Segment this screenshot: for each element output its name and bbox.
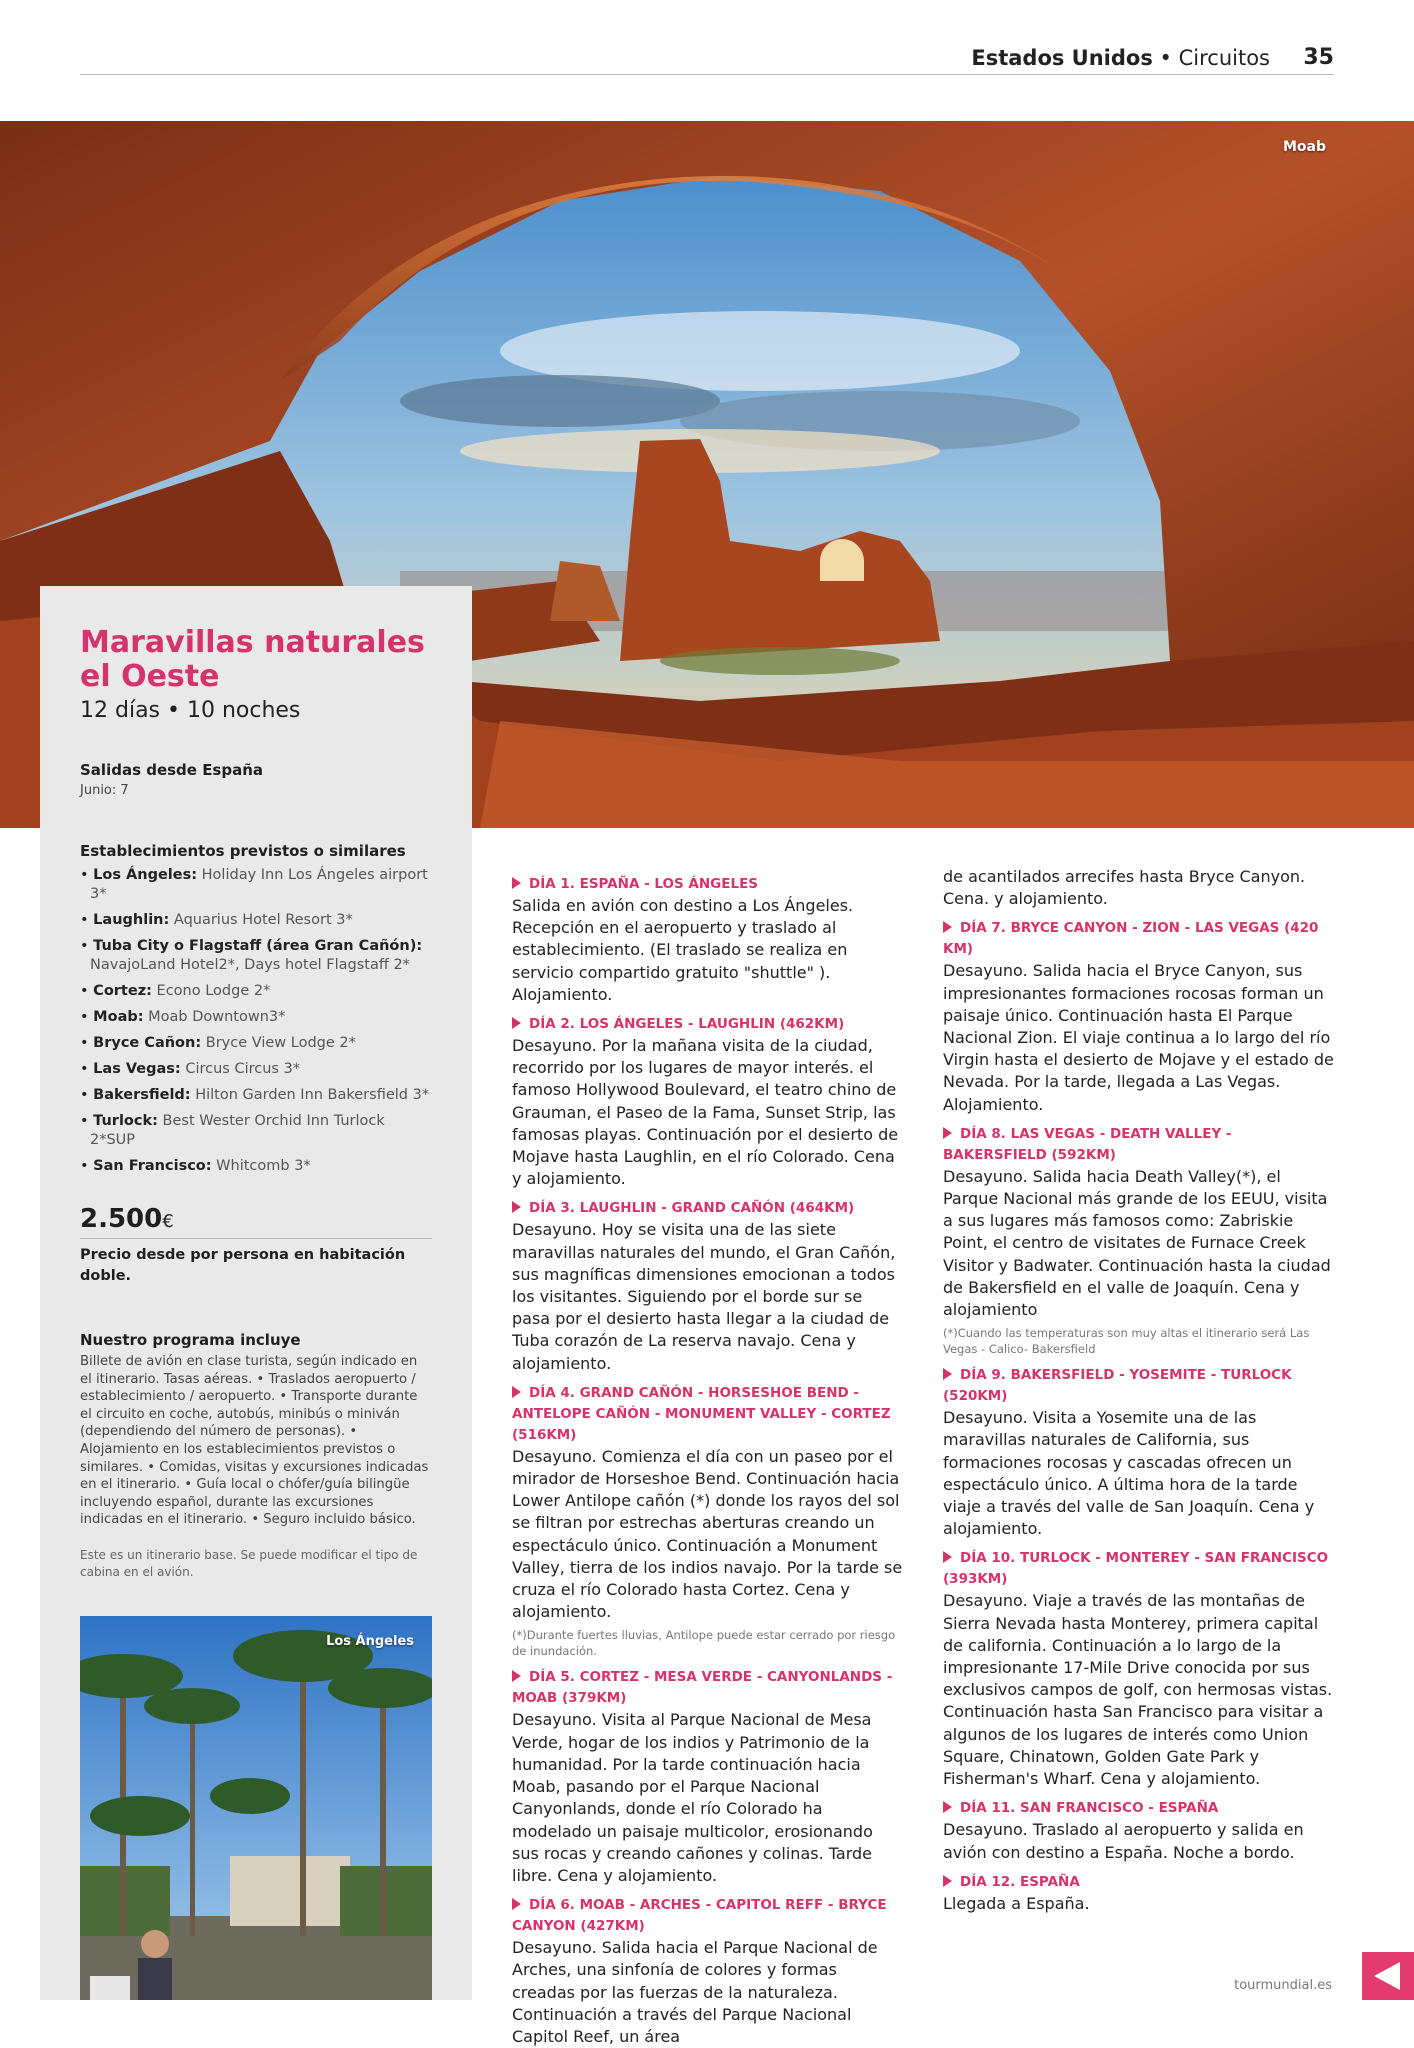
day-text: Llegada a España. <box>943 1893 1090 1913</box>
trip-title <box>80 626 432 694</box>
hotel-city: Los Ángeles: <box>93 867 198 883</box>
hotel-item <box>80 911 432 930</box>
hotel-name: Bryce View Lodge 2* <box>205 1035 356 1051</box>
day-text-continued: de acantilados arrecifes hasta Bryce Canyon. Cena. y alojamiento. <box>943 867 1306 909</box>
header-breadcrumb <box>971 46 1270 70</box>
price-note: Precio desde por persona en habitación doble. <box>80 1247 406 1284</box>
website-link[interactable]: tourmundial.es <box>1234 1978 1332 1993</box>
header-section: Circuitos <box>1178 46 1270 70</box>
day-block <box>943 918 1335 1115</box>
day-title: DÍA 6. MOAB - ARCHES - CAPITOL REFF - BRYCE CANYON (427KM) <box>512 1897 887 1935</box>
day-block <box>512 1383 904 1660</box>
hotel-city: Bakersfield: <box>93 1087 191 1103</box>
day-text: Desayuno. Visita a Yosemite una de las maravillas naturales de California, sus formaciones rocosas y cascadas ofrecen un espectáculo único. A última hora de la tarde viaje a través del valle de San Joaquín. Cena y alojamiento. <box>943 1408 1315 1539</box>
day-block <box>943 1548 1335 1790</box>
day-title: DÍA 4. GRAND CAÑÓN - HORSESHOE BEND - ANTELOPE CAÑÓN - MONUMENT VALLEY - CORTEZ (516KM) <box>512 1384 891 1443</box>
trip-duration: 12 días • 10 noches <box>80 698 301 723</box>
hotel-name: Best Wester Orchid Inn Turlock 2*SUP <box>90 1113 385 1148</box>
hotel-city: Turlock: <box>93 1113 158 1129</box>
departures-heading: Salidas desde España <box>80 761 264 779</box>
day-block <box>512 1667 904 1887</box>
hotel-city: Cortez: <box>93 983 152 999</box>
day-block <box>512 1014 904 1190</box>
arrow-left-icon <box>1374 1962 1400 1990</box>
day-title: DÍA 7. BRYCE CANYON - ZION - LAS VEGAS (420 KM) <box>943 920 1319 958</box>
play-triangle-icon <box>512 1017 521 1029</box>
play-triangle-icon <box>512 1201 521 1213</box>
hotel-item <box>80 982 432 1001</box>
day-text: Desayuno. Salida hacia Death Valley(*), el Parque Nacional más grande de los EEUU, visita a sus lugares más famosos como: Zabriskie Point, el centro de visitates de Furnace Creek Visitor y Badwater. Continuación hasta la ciudad de Bakersfield en el valle de Joaquín. Cena y alojamiento <box>943 1166 1331 1320</box>
day-block <box>943 1124 1335 1357</box>
hotel-item <box>80 866 432 904</box>
hotel-item <box>80 1112 432 1150</box>
hotels-list <box>80 866 432 1176</box>
hotel-item <box>80 1034 432 1053</box>
day-title: DÍA 9. BAKERSFIELD - YOSEMITE - TURLOCK (520KM) <box>943 1367 1292 1405</box>
play-triangle-icon <box>943 1368 952 1380</box>
day-heading <box>943 1548 1335 1590</box>
day-heading <box>512 1667 904 1709</box>
palm-street-image <box>80 1616 432 2000</box>
day-text: Desayuno. Salida hacia el Bryce Canyon, sus impresionantes formaciones rocosas forman un paisaje único. Continuación hasta El Parque Nacional Zion. El viaje continua a lo largo del río Virgin hasta el desierto de Mojave y el estado de Nevada. Por la tarde, llegada a Las Vegas. Alojamiento. <box>943 961 1334 1114</box>
hotel-name: Holiday Inn Los Ángeles airport 3* <box>90 867 428 902</box>
hotel-item <box>80 1086 432 1105</box>
hotel-name: Moab Downtown3* <box>148 1009 286 1025</box>
day-title: DÍA 5. CORTEZ - MESA VERDE - CANYONLANDS - MOAB (379KM) <box>512 1669 893 1707</box>
hotel-city: San Francisco: <box>93 1158 212 1174</box>
hotel-name: Econo Lodge 2* <box>156 983 271 999</box>
hotel-item <box>80 1008 432 1027</box>
day-title: DÍA 1. ESPAÑA - LOS ÁNGELES <box>529 876 759 892</box>
header-separator: • <box>1159 46 1172 70</box>
trip-title-line2: el Oeste <box>80 659 220 694</box>
back-button[interactable] <box>1362 1952 1414 2000</box>
hotel-city: Bryce Cañon: <box>93 1035 202 1051</box>
play-triangle-icon <box>943 1875 952 1887</box>
play-triangle-icon <box>512 1898 521 1910</box>
day-text: Desayuno. Por la mañana visita de la ciudad, recorrido por los lugares de mayor interés. el famoso Hollywood Boulevard, el teatro chino de Grauman, el Paseo de la Fama, Sunset Strip, las famosas playas. Continuación por el desierto de Mojave hasta Laughlin, en el río Colorado. Cena y alojamiento. <box>512 1036 899 1189</box>
price <box>80 1204 432 1239</box>
hotel-name: Circus Circus 3* <box>185 1061 301 1077</box>
includes-text: Billete de avión en clase turista, según indicado en el itinerario. Tasas aéreas. • Traslados aeropuerto / establecimiento / aeropuerto. • Transporte durante el circuito en coche, autobús, minibús o miniván (dependiendo del número de personas). • Alojamiento en los establecimientos previstos o similares. • Comidas, visitas y excursiones indicadas en el itinerario. • Guía local o chófer/guía bilingüe incluyendo español, durante las excursiones indicadas en el itinerario. • Seguro incluido básico. <box>80 1354 429 1528</box>
play-triangle-icon <box>512 877 521 889</box>
day-title: DÍA 12. ESPAÑA <box>960 1873 1080 1890</box>
day-heading <box>943 1365 1335 1407</box>
day-title: DÍA 10. TURLOCK - MONTEREY - SAN FRANCISCO (393KM) <box>943 1550 1329 1588</box>
day-text: Desayuno. Comienza el día con un paseo por el mirador de Horseshoe Bend. Continuación hacia Lower Antilope cañón (*) donde los rayos del sol se filtran por estrechas aberturas creando un espectáculo único. Continuación a Monument Valley, tierra de los indios navajo. Por la tarde se cruza el río Colorado hasta Cortez. Cena y alojamiento. <box>512 1446 903 1622</box>
day-text: Desayuno. Viaje a través de las montañas de Sierra Nevada hasta Monterey, primera capital de california. Continuación a lo largo de la impresionante 17-Mile Drive conocida por sus exclusivos campos de golf, con hermosas vistas. Continuación hasta San Francisco para visitar a algunos de los lugares de interés como Union Square, Chinatown, Golden Gate Park y Fisherman's Wharf. Cena y alojamiento. <box>943 1591 1333 1789</box>
play-triangle-icon <box>943 921 952 933</box>
hotel-city: Tuba City o Flagstaff (área Gran Cañón): <box>93 938 423 954</box>
day-block <box>512 874 904 1006</box>
play-triangle-icon <box>512 1670 521 1682</box>
day-title: DÍA 3. LAUGHLIN - GRAND CAÑÓN (464KM) <box>529 1200 855 1217</box>
day-block <box>943 1872 1335 1915</box>
day-footnote: (*)Durante fuertes lluvias, Antilope puede estar cerrado por riesgo de inundación. <box>512 1628 896 1659</box>
day-text: Desayuno. Salida hacia el Parque Nacional de Arches, una sinfonía de colores y formas creadas por las fuerzas de la naturaleza. Continuación a través del Parque Nacional Capitol Reef, un área <box>512 1938 878 2046</box>
departures-value: Junio: 7 <box>80 783 129 798</box>
day-heading <box>943 918 1335 960</box>
day-text: Salida en avión con destino a Los Ángeles. Recepción en el aeropuerto y traslado al establecimiento. (El traslado se realiza en servicio compartido gratuito "shuttle" ). Alojamiento. <box>512 896 854 1004</box>
day-text: Desayuno. Hoy se visita una de las siete maravillas naturales del mundo, el Gran Cañón, sus magníficas dimensiones emocionan a todos los visitantes. Siguiendo por el borde sur se pasa por el desierto hasta llegar a la ciudad de Tuba corazón de La reserva navajo. Cena y alojamiento. <box>512 1220 896 1373</box>
play-triangle-icon <box>943 1127 952 1139</box>
hotel-name: Whitcomb 3* <box>216 1158 311 1174</box>
day-title: DÍA 8. LAS VEGAS - DEATH VALLEY - BAKERSFIELD (592KM) <box>943 1125 1232 1163</box>
day-footnote: (*)Cuando las temperaturas son muy altas el itinerario será Las Vegas - Calico- Bakersfield <box>943 1326 1310 1357</box>
day-heading <box>512 1198 904 1219</box>
day-text: Desayuno. Visita al Parque Nacional de Mesa Verde, hogar de los indios y Patrimonio de la humanidad. Por la tarde continuación hacia Moab, pasando por el Parque Nacional Canyonlands, donde el río Colorado ha modelado un paisaje multicolor, erosionando sus rocas y creando cañones y colinas. Tarde libre. Cena y alojamiento. <box>512 1710 873 1885</box>
day-text: Desayuno. Traslado al aeropuerto y salida en avión con destino a España. Noche a bordo. <box>943 1820 1304 1862</box>
day-title: DÍA 2. LOS ÁNGELES - LAUGHLIN (462KM) <box>529 1016 845 1033</box>
page-header <box>80 40 1334 75</box>
hotels-heading: Establecimientos previstos o similares <box>80 842 406 860</box>
hotel-city: Moab: <box>93 1009 144 1025</box>
day-title: DÍA 11. SAN FRANCISCO - ESPAÑA <box>960 1800 1219 1817</box>
hotel-city: Laughlin: <box>93 912 170 928</box>
day-block <box>943 1365 1335 1540</box>
day-heading <box>943 1124 1335 1166</box>
day-block <box>512 1198 904 1374</box>
hero-location-label: Moab <box>1282 139 1326 155</box>
los-angeles-photo <box>80 1616 432 2000</box>
hotel-item <box>80 1060 432 1079</box>
hotel-item <box>80 937 432 975</box>
day-block <box>943 1798 1335 1863</box>
info-panel-content <box>80 626 432 1581</box>
day-heading <box>512 1895 904 1937</box>
header-country: Estados Unidos <box>971 46 1153 70</box>
day-heading <box>943 1798 1335 1819</box>
day-heading <box>943 1872 1335 1893</box>
hotel-name: Hilton Garden Inn Bakersfield 3* <box>195 1087 430 1103</box>
play-triangle-icon <box>512 1386 521 1398</box>
hotel-item <box>80 1157 432 1176</box>
la-location-label: Los Ángeles <box>326 1634 414 1649</box>
price-currency: € <box>162 1211 174 1232</box>
itinerary-column-2 <box>943 866 1335 1915</box>
page-number: 35 <box>1303 45 1334 70</box>
day-heading <box>512 1014 904 1035</box>
day-block <box>512 1895 904 2048</box>
play-triangle-icon <box>943 1801 952 1813</box>
hotel-name: NavajoLand Hotel2*, Days hotel Flagstaff 2* <box>90 957 410 973</box>
itinerary-note: Este es un itinerario base. Se puede modificar el tipo de cabina en el avión. <box>80 1547 418 1579</box>
play-triangle-icon <box>943 1551 952 1563</box>
itinerary-column-1 <box>512 866 904 2048</box>
day-heading <box>512 874 904 895</box>
price-value: 2.500 <box>80 1204 163 1234</box>
trip-title-line1: Maravillas naturales <box>80 625 425 660</box>
hotel-city: Las Vegas: <box>93 1061 181 1077</box>
day-heading <box>512 1383 904 1446</box>
hotel-name: Aquarius Hotel Resort 3* <box>173 912 353 928</box>
includes-heading: Nuestro programa incluye <box>80 1331 301 1349</box>
